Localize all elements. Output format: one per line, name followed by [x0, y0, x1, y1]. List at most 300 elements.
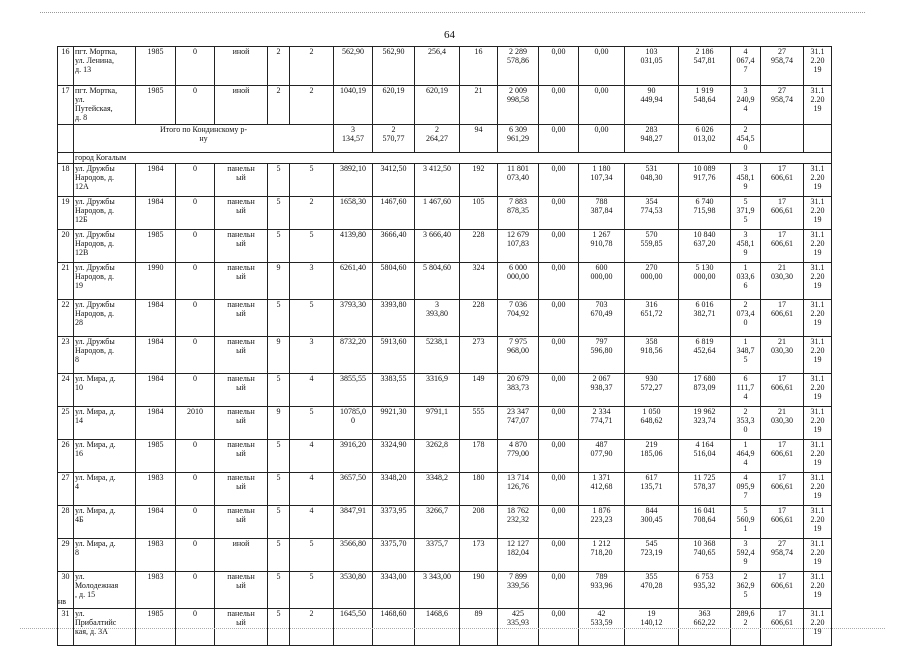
- cell-fl: 2: [268, 86, 290, 125]
- cell-res: 16: [460, 47, 498, 86]
- subtotal-s4: 283 948,27: [625, 125, 679, 153]
- table-row: [58, 197, 832, 230]
- cell-s2: 0,00: [539, 47, 579, 86]
- cell-addr: ул. Дружбы Народов, д. 28: [74, 300, 136, 337]
- cell-dt: 31.1 2.20 19: [804, 164, 832, 197]
- cell-year: 1984: [136, 300, 176, 337]
- subtotal-s5: 6 026 013,02: [679, 125, 731, 153]
- cell-s6: 5 560,9 1: [731, 506, 761, 539]
- cell-fl: 5: [268, 197, 290, 230]
- cell-addr: ул. Дружбы Народов, д. 8: [74, 337, 136, 374]
- cell-s4: 1 050 648,62: [625, 407, 679, 440]
- cell-s7: 17 606,61: [761, 374, 804, 407]
- cell-s4: 545 723,19: [625, 539, 679, 572]
- cell-s4: 531 048,30: [625, 164, 679, 197]
- cell-mat: панельн ый: [215, 572, 268, 609]
- cell-s7: 17 606,61: [761, 300, 804, 337]
- cell-fl: 5: [268, 539, 290, 572]
- cell-a1: 6261,40: [334, 263, 373, 300]
- table-row: [58, 263, 832, 300]
- cell-en: 4: [290, 506, 334, 539]
- cell-a1: 3892,10: [334, 164, 373, 197]
- cell-a3: 3 393,80: [415, 300, 460, 337]
- cell-a3: 9791,1: [415, 407, 460, 440]
- cell-mat: панельн ый: [215, 609, 268, 646]
- cell-addr: пгт. Мортка, ул. Путейская, д. 8: [74, 86, 136, 125]
- cell-s6: 3 458,1 9: [731, 230, 761, 263]
- cell-s6: 1 348,7 5: [731, 337, 761, 374]
- cell-year: 1985: [136, 440, 176, 473]
- cell-s4: 930 572,27: [625, 374, 679, 407]
- cell-n: 18: [58, 164, 74, 197]
- cell-year: 1984: [136, 197, 176, 230]
- cell-addr: ул. Мира, д. 16: [74, 440, 136, 473]
- cell-res: 228: [460, 300, 498, 337]
- cell-fl: 2: [268, 47, 290, 86]
- cell-dt: 31.1 2.20 19: [804, 337, 832, 374]
- cell-s2: 0,00: [539, 609, 579, 646]
- cell-s7: 17 606,61: [761, 473, 804, 506]
- cell-s5: 6 819 452,64: [679, 337, 731, 374]
- cell-a1: 3566,80: [334, 539, 373, 572]
- cell-res: 273: [460, 337, 498, 374]
- cell-s3: 703 670,49: [579, 300, 625, 337]
- cell-en: 5: [290, 164, 334, 197]
- cell-dt: 31.1 2.20 19: [804, 407, 832, 440]
- cell-s4: 355 470,28: [625, 572, 679, 609]
- cell-rec: 0: [176, 230, 215, 263]
- cell-en: 5: [290, 300, 334, 337]
- cell-a3: 620,19: [415, 86, 460, 125]
- cell-s4: 617 135,71: [625, 473, 679, 506]
- cell-s5: 5 130 000,00: [679, 263, 731, 300]
- cell-dt: 31.1 2.20 19: [804, 263, 832, 300]
- cell-year: 1985: [136, 47, 176, 86]
- cell-res: 192: [460, 164, 498, 197]
- cell-s2: 0,00: [539, 263, 579, 300]
- table-row: [58, 572, 832, 609]
- cell-addr: ул. Дружбы Народов, д. 12А: [74, 164, 136, 197]
- cell-s4: 316 651,72: [625, 300, 679, 337]
- cell-s6: 2 353,3 0: [731, 407, 761, 440]
- cell-year: 1984: [136, 164, 176, 197]
- cell-a2: 1468,60: [373, 609, 415, 646]
- cell-blank: [58, 153, 74, 164]
- table-row: [58, 337, 832, 374]
- cell-s1: 12 127 182,04: [498, 539, 539, 572]
- cell-a3: 3262,8: [415, 440, 460, 473]
- cell-year: 1990: [136, 263, 176, 300]
- cell-rec: 0: [176, 263, 215, 300]
- table-body: [58, 47, 832, 646]
- cell-a3: 1 467,60: [415, 197, 460, 230]
- cell-s6: 6 111,7 4: [731, 374, 761, 407]
- cell-s4: 570 559,85: [625, 230, 679, 263]
- cell-a3: 3 412,50: [415, 164, 460, 197]
- cell-rec: 0: [176, 374, 215, 407]
- cell-s7: 21 030,30: [761, 337, 804, 374]
- cell-dt: 31.1 2.20 19: [804, 473, 832, 506]
- cell-res: 555: [460, 407, 498, 440]
- cell-a1: 1658,30: [334, 197, 373, 230]
- cell-mat: панельн ый: [215, 407, 268, 440]
- cell-year: 1985: [136, 609, 176, 646]
- cell-n: 28: [58, 506, 74, 539]
- cell-res: 180: [460, 473, 498, 506]
- cell-s3: 789 933,96: [579, 572, 625, 609]
- cell-n: 23: [58, 337, 74, 374]
- cell-s1: 7 036 704,92: [498, 300, 539, 337]
- cell-s4: 358 918,56: [625, 337, 679, 374]
- cell-fl: 5: [268, 440, 290, 473]
- cell-s7: 27 958,74: [761, 539, 804, 572]
- table-row: [58, 47, 832, 86]
- cell-s7: 17 606,61: [761, 197, 804, 230]
- cell-s5: 6 740 715,98: [679, 197, 731, 230]
- cell-rec: 0: [176, 473, 215, 506]
- cell-a2: 3393,80: [373, 300, 415, 337]
- cell-rec: 0: [176, 86, 215, 125]
- cell-s1: 2 009 998,58: [498, 86, 539, 125]
- cell-mat: панельн ый: [215, 473, 268, 506]
- cell-dt: 31.1 2.20 19: [804, 609, 832, 646]
- cell-n: 27: [58, 473, 74, 506]
- subtotal-s3: 0,00: [579, 125, 625, 153]
- cell-s6: 1 464,9 4: [731, 440, 761, 473]
- cell-n: 16: [58, 47, 74, 86]
- cell-s2: 0,00: [539, 572, 579, 609]
- cell-addr: ул. Мира, д. 4: [74, 473, 136, 506]
- section-city-label: город Когалым: [74, 153, 832, 164]
- cell-s4: 844 300,45: [625, 506, 679, 539]
- cell-a3: 3348,2: [415, 473, 460, 506]
- cell-a2: 620,19: [373, 86, 415, 125]
- cell-s1: 18 762 232,32: [498, 506, 539, 539]
- cell-s5: 10 368 740,65: [679, 539, 731, 572]
- cell-mat: панельн ый: [215, 164, 268, 197]
- cell-en: 5: [290, 539, 334, 572]
- cell-s2: 0,00: [539, 86, 579, 125]
- cell-s1: 7 975 968,00: [498, 337, 539, 374]
- cell-fl: 9: [268, 263, 290, 300]
- cell-s5: 10 089 917,76: [679, 164, 731, 197]
- cell-rec: 0: [176, 300, 215, 337]
- cell-s1: 12 679 107,83: [498, 230, 539, 263]
- cell-blank: [804, 125, 832, 153]
- cell-addr: ул. Дружбы Народов, д. 12Б: [74, 197, 136, 230]
- cell-s7: 17 606,61: [761, 572, 804, 609]
- cell-a2: 3343,00: [373, 572, 415, 609]
- housing-register-table: [57, 46, 832, 646]
- table-row: [58, 539, 832, 572]
- cell-s1: 7 899 339,56: [498, 572, 539, 609]
- cell-s3: 1 212 718,20: [579, 539, 625, 572]
- cell-s1: 6 000 000,00: [498, 263, 539, 300]
- cell-res: 105: [460, 197, 498, 230]
- cell-year: 1983: [136, 572, 176, 609]
- cell-a1: 3916,20: [334, 440, 373, 473]
- cell-a1: 1040,19: [334, 86, 373, 125]
- cell-res: 173: [460, 539, 498, 572]
- cell-fl: 5: [268, 572, 290, 609]
- cell-a3: 5 804,60: [415, 263, 460, 300]
- cell-mat: иной: [215, 47, 268, 86]
- cell-s2: 0,00: [539, 300, 579, 337]
- cell-s3: 487 077,90: [579, 440, 625, 473]
- cell-dt: 31.1 2.20 19: [804, 47, 832, 86]
- cell-s7: 17 606,61: [761, 440, 804, 473]
- cell-res: 190: [460, 572, 498, 609]
- cell-rec: 0: [176, 506, 215, 539]
- cell-n: 21: [58, 263, 74, 300]
- cell-s7: 27 958,74: [761, 86, 804, 125]
- cell-s1: 23 347 747,07: [498, 407, 539, 440]
- cell-a2: 3666,40: [373, 230, 415, 263]
- cell-s3: 1 180 107,34: [579, 164, 625, 197]
- cell-s5: 17 680 873,09: [679, 374, 731, 407]
- cell-addr: ул. Дружбы Народов, д. 12В: [74, 230, 136, 263]
- cell-rec: 0: [176, 440, 215, 473]
- cell-s7: 21 030,30: [761, 407, 804, 440]
- cell-addr: пгт. Мортка, ул. Ленина, д. 13: [74, 47, 136, 86]
- cell-a3: 256,4: [415, 47, 460, 86]
- cell-n: 29: [58, 539, 74, 572]
- cell-rec: 0: [176, 47, 215, 86]
- cell-year: 1984: [136, 337, 176, 374]
- subtotal-s2: 0,00: [539, 125, 579, 153]
- cell-fl: 5: [268, 164, 290, 197]
- cell-mat: иной: [215, 86, 268, 125]
- table-row: [58, 473, 832, 506]
- cell-en: 2: [290, 197, 334, 230]
- table-row: [58, 506, 832, 539]
- cell-s2: 0,00: [539, 337, 579, 374]
- cell-fl: 5: [268, 374, 290, 407]
- cell-mat: панельн ый: [215, 263, 268, 300]
- cell-s5: 16 041 708,64: [679, 506, 731, 539]
- cell-n: 19: [58, 197, 74, 230]
- cell-s2: 0,00: [539, 230, 579, 263]
- cell-n: 25: [58, 407, 74, 440]
- section-header-row: [58, 153, 832, 164]
- cell-s1: 4 870 779,00: [498, 440, 539, 473]
- cell-s2: 0,00: [539, 164, 579, 197]
- cell-res: 178: [460, 440, 498, 473]
- cell-s3: 1 371 412,68: [579, 473, 625, 506]
- table-row: [58, 164, 832, 197]
- cell-mat: панельн ый: [215, 230, 268, 263]
- cell-res: 228: [460, 230, 498, 263]
- cell-n: 30: [58, 572, 74, 609]
- cell-s7: 17 606,61: [761, 164, 804, 197]
- cell-s6: 3 240,9 4: [731, 86, 761, 125]
- cell-s6: 5 371,9 5: [731, 197, 761, 230]
- cell-s1: 13 714 126,76: [498, 473, 539, 506]
- cell-mat: панельн ый: [215, 197, 268, 230]
- cell-year: 1985: [136, 86, 176, 125]
- cell-s3: 2 334 774,71: [579, 407, 625, 440]
- cell-s6: 2 362,9 5: [731, 572, 761, 609]
- cell-rec: 0: [176, 539, 215, 572]
- cell-a2: 562,90: [373, 47, 415, 86]
- cell-year: 1983: [136, 473, 176, 506]
- subtotal-row: [58, 125, 832, 153]
- cell-s3: 788 387,84: [579, 197, 625, 230]
- cell-fl: 5: [268, 609, 290, 646]
- cell-s1: 20 679 383,73: [498, 374, 539, 407]
- cell-blank: [58, 125, 74, 153]
- subtotal-res: 94: [460, 125, 498, 153]
- cell-addr: ул. Дружбы Народов, д. 19: [74, 263, 136, 300]
- cell-a1: 562,90: [334, 47, 373, 86]
- cell-s1: 11 801 073,40: [498, 164, 539, 197]
- cell-en: 5: [290, 572, 334, 609]
- table-row: [58, 86, 832, 125]
- cell-s7: 17 606,61: [761, 609, 804, 646]
- cell-year: 1984: [136, 374, 176, 407]
- cell-s6: 2 073,4 0: [731, 300, 761, 337]
- cell-s6: 4 095,9 7: [731, 473, 761, 506]
- subtotal-label: Итого по Кондинскому р- ну: [74, 125, 334, 153]
- cell-en: 4: [290, 374, 334, 407]
- cell-mat: иной: [215, 539, 268, 572]
- cell-a1: 3855,55: [334, 374, 373, 407]
- cell-year: 1984: [136, 407, 176, 440]
- cell-res: 21: [460, 86, 498, 125]
- cell-en: 2: [290, 609, 334, 646]
- cell-s4: 354 774,53: [625, 197, 679, 230]
- subtotal-a2: 2 570,77: [373, 125, 415, 153]
- table-row: [58, 440, 832, 473]
- cell-s6: 289,6 2: [731, 609, 761, 646]
- scan-edge-bottom: [20, 628, 885, 629]
- cell-a3: 3 343,00: [415, 572, 460, 609]
- cell-fl: 5: [268, 473, 290, 506]
- cell-s2: 0,00: [539, 440, 579, 473]
- cell-a2: 3348,20: [373, 473, 415, 506]
- cell-s3: 600 000,00: [579, 263, 625, 300]
- cell-a1: 8732,20: [334, 337, 373, 374]
- cell-s2: 0,00: [539, 539, 579, 572]
- cell-dt: 31.1 2.20 19: [804, 86, 832, 125]
- cell-s3: 42 533,59: [579, 609, 625, 646]
- cell-s1: 7 883 878,35: [498, 197, 539, 230]
- cell-s5: 6 016 382,71: [679, 300, 731, 337]
- cell-addr: ул. Мира, д. 8: [74, 539, 136, 572]
- cell-fl: 5: [268, 300, 290, 337]
- cell-dt: 31.1 2.20 19: [804, 374, 832, 407]
- cell-fl: 9: [268, 337, 290, 374]
- cell-mat: панельн ый: [215, 440, 268, 473]
- cell-n: 31: [58, 609, 74, 646]
- cell-s5: 363 662,22: [679, 609, 731, 646]
- cell-a1: 3793,30: [334, 300, 373, 337]
- cell-s3: 797 596,80: [579, 337, 625, 374]
- cell-a2: 3375,70: [373, 539, 415, 572]
- cell-s3: 1 267 910,78: [579, 230, 625, 263]
- footer-mark: нв: [58, 597, 67, 606]
- cell-s7: 17 606,61: [761, 506, 804, 539]
- cell-s4: 90 449,94: [625, 86, 679, 125]
- subtotal-s6: 2 454,5 0: [731, 125, 761, 153]
- cell-s5: 10 840 637,20: [679, 230, 731, 263]
- cell-rec: 0: [176, 337, 215, 374]
- cell-year: 1985: [136, 230, 176, 263]
- cell-mat: панельн ый: [215, 374, 268, 407]
- cell-s6: 4 067,4 7: [731, 47, 761, 86]
- cell-addr: ул. Мира, д. 4Б: [74, 506, 136, 539]
- cell-a3: 3316,9: [415, 374, 460, 407]
- table-row: [58, 300, 832, 337]
- cell-en: 4: [290, 473, 334, 506]
- cell-s2: 0,00: [539, 374, 579, 407]
- cell-dt: 31.1 2.20 19: [804, 440, 832, 473]
- cell-s4: 103 031,05: [625, 47, 679, 86]
- cell-en: 4: [290, 440, 334, 473]
- cell-a2: 3412,50: [373, 164, 415, 197]
- cell-en: 5: [290, 407, 334, 440]
- cell-n: 24: [58, 374, 74, 407]
- cell-addr: ул. Мира, д. 14: [74, 407, 136, 440]
- cell-dt: 31.1 2.20 19: [804, 197, 832, 230]
- cell-rec: 0: [176, 572, 215, 609]
- cell-a1: 4139,80: [334, 230, 373, 263]
- cell-s5: 6 753 935,32: [679, 572, 731, 609]
- cell-s1: 425 335,93: [498, 609, 539, 646]
- cell-a2: 5913,60: [373, 337, 415, 374]
- cell-res: 208: [460, 506, 498, 539]
- cell-a2: 9921,30: [373, 407, 415, 440]
- cell-a3: 3375,7: [415, 539, 460, 572]
- cell-s5: 2 186 547,81: [679, 47, 731, 86]
- cell-mat: панельн ый: [215, 337, 268, 374]
- cell-a2: 1467,60: [373, 197, 415, 230]
- cell-blank: [761, 125, 804, 153]
- cell-s7: 21 030,30: [761, 263, 804, 300]
- cell-res: 324: [460, 263, 498, 300]
- cell-s6: 3 458,1 9: [731, 164, 761, 197]
- cell-s2: 0,00: [539, 197, 579, 230]
- cell-rec: 0: [176, 197, 215, 230]
- cell-dt: 31.1 2.20 19: [804, 230, 832, 263]
- cell-s3: 0,00: [579, 47, 625, 86]
- cell-dt: 31.1 2.20 19: [804, 572, 832, 609]
- page-number: 64: [444, 29, 455, 41]
- cell-year: 1983: [136, 539, 176, 572]
- cell-dt: 31.1 2.20 19: [804, 539, 832, 572]
- cell-year: 1984: [136, 506, 176, 539]
- cell-s7: 17 606,61: [761, 230, 804, 263]
- cell-rec: 2010: [176, 407, 215, 440]
- cell-a2: 5804,60: [373, 263, 415, 300]
- cell-rec: 0: [176, 609, 215, 646]
- cell-s4: 270 000,00: [625, 263, 679, 300]
- cell-a1: 3847,91: [334, 506, 373, 539]
- cell-res: 149: [460, 374, 498, 407]
- cell-en: 3: [290, 263, 334, 300]
- subtotal-s1: 6 309 961,29: [498, 125, 539, 153]
- cell-a2: 3324,90: [373, 440, 415, 473]
- cell-s7: 27 958,74: [761, 47, 804, 86]
- cell-s5: 19 962 323,74: [679, 407, 731, 440]
- cell-s3: 1 876 223,23: [579, 506, 625, 539]
- cell-s4: 19 140,12: [625, 609, 679, 646]
- cell-en: 2: [290, 86, 334, 125]
- subtotal-a1: 3 134,57: [334, 125, 373, 153]
- table-row: [58, 374, 832, 407]
- cell-s6: 3 592,4 9: [731, 539, 761, 572]
- cell-a1: 3530,80: [334, 572, 373, 609]
